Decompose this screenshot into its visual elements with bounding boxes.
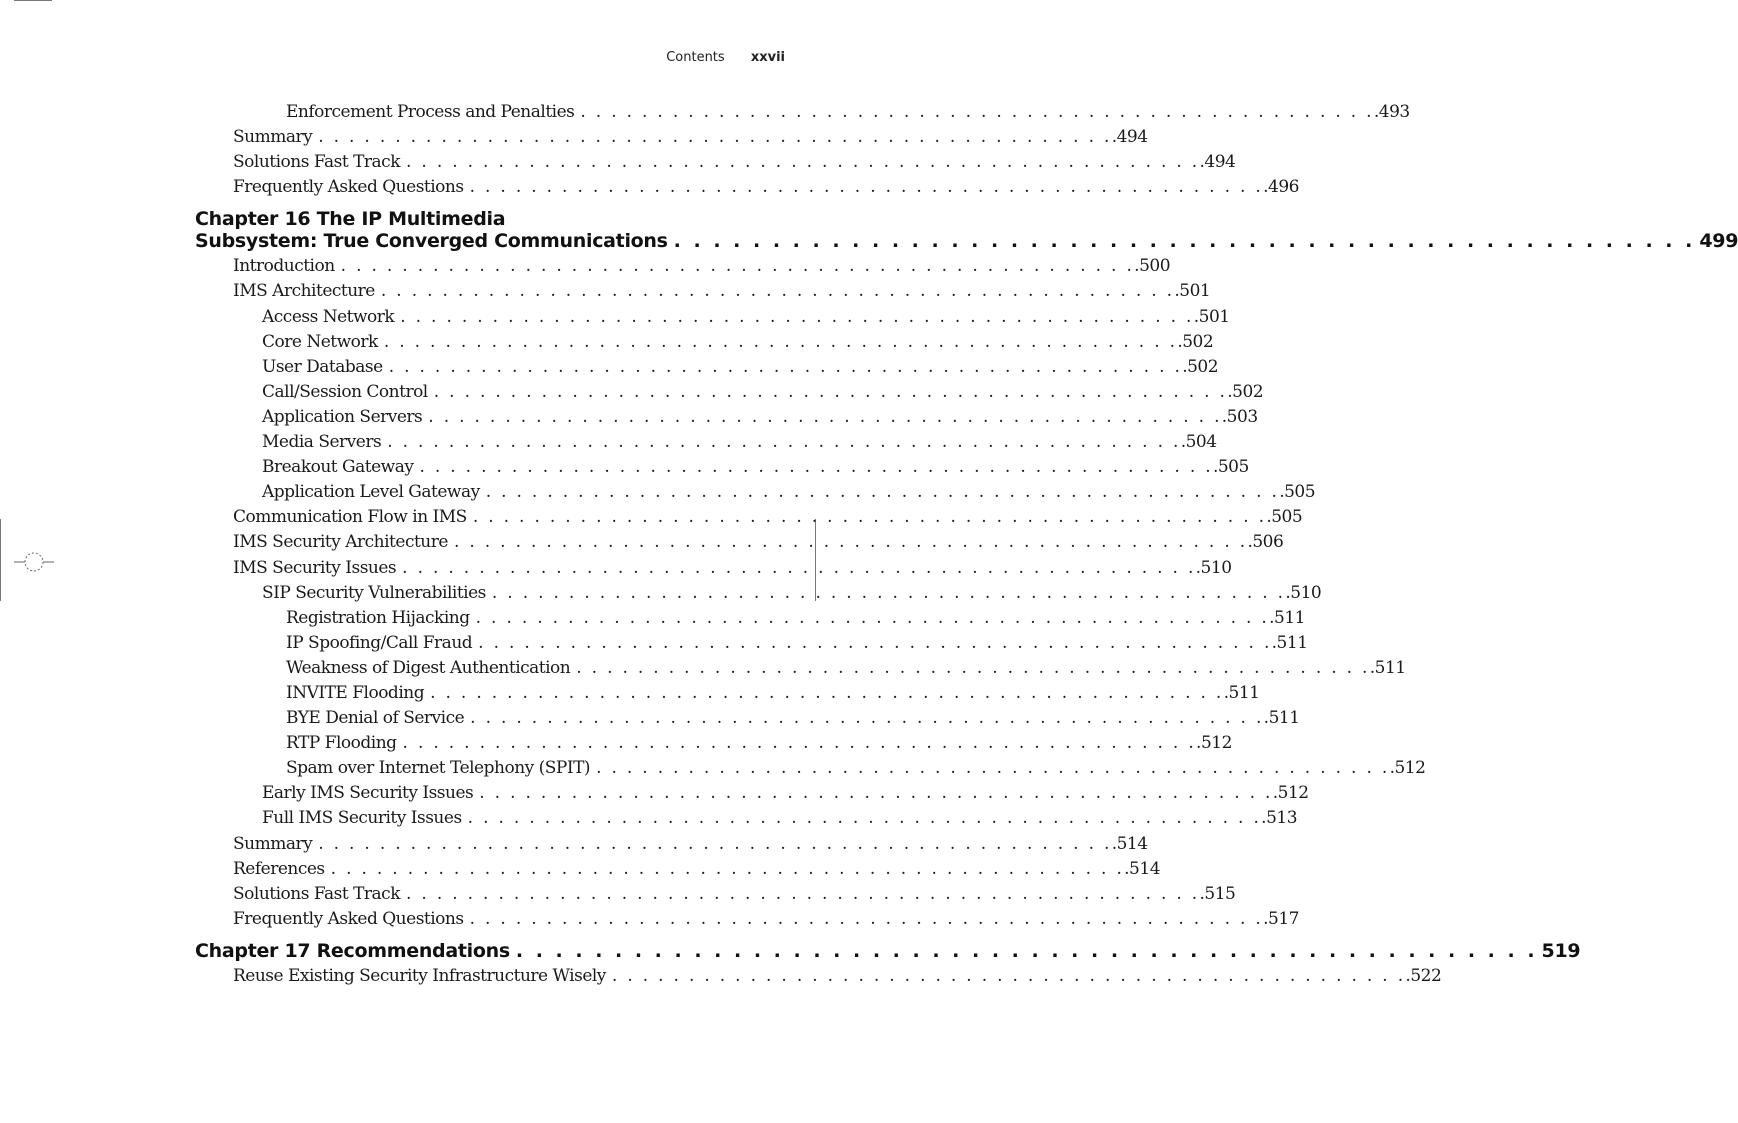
toc-entry[interactable]	[195, 857, 1161, 882]
toc-entry-title: IMS Security Architecture	[233, 532, 448, 553]
toc-entry[interactable]	[195, 706, 1300, 731]
table-of-contents	[195, 100, 1738, 989]
toc-entry-title: Frequently Asked Questions	[233, 177, 464, 198]
toc-entry-title: Solutions Fast Track	[233, 883, 401, 904]
dot-leader: . . . . . . . . . . . . . . . . . . . . . . . . . . . . . . . . . . . . . . . . . . . . . . . . . . . .	[380, 281, 1175, 302]
toc-entry-title: Communication Flow in IMS	[233, 507, 467, 528]
toc-entry-page: .512	[1196, 733, 1232, 754]
toc-entry-page: .514	[1124, 858, 1161, 879]
toc-entry[interactable]	[195, 100, 1410, 125]
toc-entry-title: Registration Hijacking	[286, 607, 470, 628]
running-head-page-number: xxvii	[750, 50, 785, 65]
toc-entry-page: .513	[1261, 808, 1298, 829]
dot-leader: . . . . . . . . . . . . . . . . . . . . . . . . . . . . . . . . . . . . . . . . . . . . . . . . . . . .	[475, 607, 1270, 628]
toc-entry-title: Media Servers	[262, 432, 382, 453]
toc-entry[interactable]	[195, 606, 1305, 631]
dot-leader: . . . . . . . . . . . . . . . . . . . . . . . . . . . . . . . . . . . . . . . . . . . . . . . . . . . .	[467, 808, 1262, 829]
toc-entry-title: BYE Denial of Service	[286, 708, 465, 729]
dot-leader: . . . . . . . . . . . . . . . . . . . . . . . . . . . . . . . . . . . . . . . . . . . . . . . . . . . .	[611, 965, 1406, 986]
crop-mark-left	[0, 519, 1, 601]
toc-entry-page: .494	[1111, 127, 1148, 148]
toc-chapter-title-line1: Chapter 16 The IP Multimedia	[195, 208, 506, 231]
toc-entry-title: Application Level Gateway	[262, 482, 480, 503]
toc-entry-page: .511	[1271, 632, 1308, 653]
dot-leader: . . . . . . . . . . . . . . . . . . . . . . . . . . . . . . . . . . . . . . . . . . . . . . . . . . . .	[402, 557, 1196, 578]
toc-entry-page: .501	[1193, 306, 1230, 327]
dot-leader: . . . . . . . . . . . . . . . . . . . . . . . . . . . . . . . . . . . . . . . . . . . . . . . . . . . .	[491, 582, 1286, 603]
toc-entry[interactable]	[195, 355, 1219, 380]
toc-entry-title: Early IMS Security Issues	[262, 783, 474, 804]
dot-leader: . . . . . . . . . . . . . . . . . . . . . . . . . . . . . . . . . . . . . . . . . . . . . . . . . . . .	[330, 858, 1125, 879]
toc-entry-title: Application Servers	[262, 406, 423, 427]
running-head	[666, 50, 785, 65]
toc-entry-page: .511	[1369, 657, 1406, 678]
toc-entry[interactable]	[195, 756, 1426, 781]
dot-leader: . . . . . . . . . . . . . . . . . . . . . . . . . . . . . . . . . . . . . . . . . . . . . . . . . . . .	[388, 356, 1183, 377]
dot-leader: . . . . . . . . . . . . . . . . . . . . . . . . . . . . . . . . . . . . . . . . . . . . . . . . . . . .	[318, 127, 1112, 148]
toc-entry[interactable]	[195, 656, 1406, 681]
toc-entry-page: .517	[1263, 908, 1299, 929]
toc-entry-page: .512	[1389, 758, 1426, 779]
running-head-label: Contents	[666, 50, 725, 65]
toc-entry[interactable]	[195, 681, 1260, 706]
toc-entry[interactable]	[195, 781, 1309, 806]
toc-entry[interactable]	[195, 631, 1308, 656]
toc-entry-page: .522	[1405, 965, 1442, 986]
toc-entry-title: Weakness of Digest Authentication	[286, 657, 571, 678]
dot-leader: . . . . . . . . . . . . . . . . . . . . . . . . . . . . . . . . . . . . . . . . . . . . . . . . . . . .	[479, 783, 1273, 804]
toc-entry-page: .503	[1221, 406, 1258, 427]
toc-entry-page: .502	[1182, 356, 1219, 377]
dot-leader: . . . . . . . . . . . . . . . . . . . . . . . . . . . . . . . . . . . . . . . . . . . . . . . . . . . .	[576, 657, 1370, 678]
toc-entry-title: IMS Architecture	[233, 281, 375, 302]
toc-entry-page: .514	[1111, 833, 1148, 854]
toc-entry-title: Call/Session Control	[262, 381, 428, 402]
toc-entry[interactable]	[195, 254, 1171, 279]
dot-leader: . . . . . . . . . . . . . . . . . . . . . . . . . . . . . . . . . . . . . . . . . . . . . . . . . . . .	[433, 381, 1228, 402]
toc-entry[interactable]	[195, 882, 1236, 907]
dot-leader: . . . . . . . . . . . . . . . . . . . . . . . . . . . . . . . . . . . . . . . . . . . . . . . . . . . .	[478, 632, 1272, 653]
dot-leader: . . . . . . . . . . . . . . . . . . . . . . . . . . . . . . . . . . . . . . . . . . . . . . . . . . . .	[485, 482, 1280, 503]
toc-entry[interactable]	[195, 405, 1258, 430]
toc-entry-title: Frequently Asked Questions	[233, 908, 464, 929]
toc-entry-title: Full IMS Security Issues	[262, 808, 462, 829]
toc-entry[interactable]	[195, 330, 1214, 355]
dot-leader: . . . . . . . . . . . . . . . . . . . . . . . . . . . . . . . . . . . . . . . . . . . . . . . . . . . .	[400, 306, 1194, 327]
toc-entry[interactable]	[195, 455, 1249, 480]
toc-chapter-title: Chapter 17 Recommendations	[195, 939, 510, 962]
toc-entry-title: Introduction	[233, 256, 335, 277]
dot-leader: . . . . . . . . . . . . . . . . . . . . . . . . . . . . . . . . . . . . . . . . . . . . . . . . . . . .	[596, 758, 1390, 779]
toc-entry-title: SIP Security Vulnerabilities	[262, 582, 486, 603]
dot-leader: . . . . . . . . . . . . . . . . . . . . . . . . . . . . . . . . . . . . . . . . . . . . . . . . . . . .	[383, 331, 1178, 352]
toc-entry-page: .505	[1212, 457, 1249, 478]
dot-leader: . . . . . . . . . . . . . . . . . . . . . . . . . . . . . . . . . . . . . . . . . . . . . . . . . . . .	[402, 733, 1197, 754]
toc-entry[interactable]	[195, 581, 1322, 606]
dot-leader: . . . . . . . . . . . . . . . . . . . . . . . . . . . . . . . . . . . . . . . . . . . . . . . . . . . .	[515, 939, 1538, 962]
toc-entry-page: .510	[1195, 557, 1232, 578]
toc-entry-title: Summary	[233, 127, 313, 148]
toc-entry[interactable]	[195, 305, 1230, 330]
registration-mark-icon	[14, 548, 54, 576]
toc-entry[interactable]	[195, 530, 1284, 555]
toc-chapter-page: 519	[1541, 939, 1581, 962]
toc-entry[interactable]	[195, 556, 1232, 581]
toc-entry-page: .512	[1272, 783, 1309, 804]
toc-entry-title: Enforcement Process and Penalties	[286, 102, 575, 122]
toc-entry-title: IP Spoofing/Call Fraud	[286, 632, 473, 653]
toc-entry[interactable]	[195, 505, 1303, 530]
toc-entry-title: Access Network	[262, 306, 395, 327]
dot-leader: . . . . . . . . . . . . . . . . . . . . . . . . . . . . . . . . . . . . . . . . . . . . . . . . . . . .	[673, 230, 1696, 253]
toc-entry-page: .515	[1199, 883, 1236, 904]
toc-entry-page: .511	[1269, 607, 1305, 628]
toc-chapter-heading	[195, 939, 1581, 962]
dot-leader: . . . . . . . . . . . . . . . . . . . . . . . . . . . . . . . . . . . . . . . . . . . . . . . . . . . .	[406, 152, 1200, 173]
dot-leader: . . . . . . . . . . . . . . . . . . . . . . . . . . . . . . . . . . . . . . . . . . . . . . . . . . . .	[406, 883, 1200, 904]
toc-entry-title: References	[233, 858, 325, 879]
toc-entry-page: .502	[1227, 381, 1264, 402]
toc-entry-title: Summary	[233, 833, 313, 854]
toc-entry-page: .511	[1223, 682, 1260, 703]
toc-entry-title: Spam over Internet Telephony (SPIT)	[286, 758, 591, 779]
toc-entry-page: .501	[1174, 281, 1211, 302]
toc-entry[interactable]	[195, 125, 1148, 150]
toc-entry-page: .502	[1177, 331, 1214, 352]
dot-leader: . . . . . . . . . . . . . . . . . . . . . . . . . . . . . . . . . . . . . . . . . . . . . . . . . . . .	[340, 256, 1135, 277]
toc-entry[interactable]	[195, 907, 1299, 932]
toc-entry-page: .504	[1180, 432, 1217, 453]
toc-entry[interactable]	[195, 832, 1148, 857]
dot-leader: . . . . . . . . . . . . . . . . . . . . . . . . . . . . . . . . . . . . . . . . . . . . . . . . . . . .	[318, 833, 1112, 854]
toc-entry-page: .511	[1263, 708, 1300, 729]
toc-entry-page: .496	[1263, 177, 1299, 198]
toc-entry-page: .500	[1134, 256, 1171, 277]
toc-entry-title: RTP Flooding	[286, 733, 397, 754]
toc-entry-page: .506	[1247, 532, 1284, 553]
toc-entry[interactable]	[195, 806, 1298, 831]
crop-mark-top	[14, 0, 52, 1]
dot-leader: . . . . . . . . . . . . . . . . . . . . . . . . . . . . . . . . . . . . . . . . . . . . . . . . . . . .	[453, 532, 1248, 553]
toc-entry-page: .510	[1285, 582, 1322, 603]
dot-leader: . . . . . . . . . . . . . . . . . . . . . . . . . . . . . . . . . . . . . . . . . . . . . . . . . . . .	[419, 457, 1213, 478]
toc-entry[interactable]	[195, 480, 1316, 505]
toc-entry-page: .505	[1266, 507, 1303, 528]
toc-entry-page: .505	[1279, 482, 1316, 503]
dot-leader: . . . . . . . . . . . . . . . . . . . . . . . . . . . . . . . . . . . . . . . . . . . . . . . . . . . .	[428, 406, 1222, 427]
toc-entry[interactable]	[195, 430, 1217, 455]
toc-entry[interactable]	[195, 731, 1232, 756]
toc-entry[interactable]	[195, 150, 1236, 175]
toc-entry[interactable]	[195, 380, 1264, 405]
dot-leader: . . . . . . . . . . . . . . . . . . . . . . . . . . . . . . . . . . . . . . . . . . . . . . . . . . . .	[469, 177, 1264, 198]
dot-leader: . . . . . . . . . . . . . . . . . . . . . . . . . . . . . . . . . . . . . . . . . . . . . . . . . . . .	[430, 682, 1224, 703]
toc-entry-title: Solutions Fast Track	[233, 152, 401, 173]
toc-entry-title: Reuse Existing Security Infrastructure Wisely	[233, 965, 606, 986]
toc-entry[interactable]	[195, 175, 1299, 200]
toc-entry-title: INVITE Flooding	[286, 682, 425, 703]
toc-entry-page: .493	[1373, 102, 1410, 122]
toc-entry-title: Breakout Gateway	[262, 457, 414, 478]
toc-entry[interactable]	[195, 964, 1442, 989]
toc-entry[interactable]	[195, 279, 1211, 304]
dot-leader: . . . . . . . . . . . . . . . . . . . . . . . . . . . . . . . . . . . . . . . . . . . . . . . . . . . .	[469, 908, 1264, 929]
dot-leader: . . . . . . . . . . . . . . . . . . . . . . . . . . . . . . . . . . . . . . . . . . . . . . . . . . . .	[472, 507, 1267, 528]
toc-chapter-title: Subsystem: True Converged Communications	[195, 230, 668, 253]
toc-entry-title: Core Network	[262, 331, 378, 352]
dot-leader: . . . . . . . . . . . . . . . . . . . . . . . . . . . . . . . . . . . . . . . . . . . . . . . . . . . .	[470, 708, 1264, 729]
toc-entry-title: User Database	[262, 356, 383, 377]
toc-entry-title: IMS Security Issues	[233, 557, 397, 578]
toc-chapter-page: 499	[1699, 230, 1738, 253]
dot-leader: . . . . . . . . . . . . . . . . . . . . . . . . . . . . . . . . . . . . . . . . . . . . . . . . . . . .	[387, 432, 1181, 453]
toc-entry-page: .494	[1199, 152, 1236, 173]
dot-leader: . . . . . . . . . . . . . . . . . . . . . . . . . . . . . . . . . . . . . . . . . . . . . . . . . . . .	[580, 102, 1374, 122]
toc-chapter-heading	[195, 208, 1738, 253]
